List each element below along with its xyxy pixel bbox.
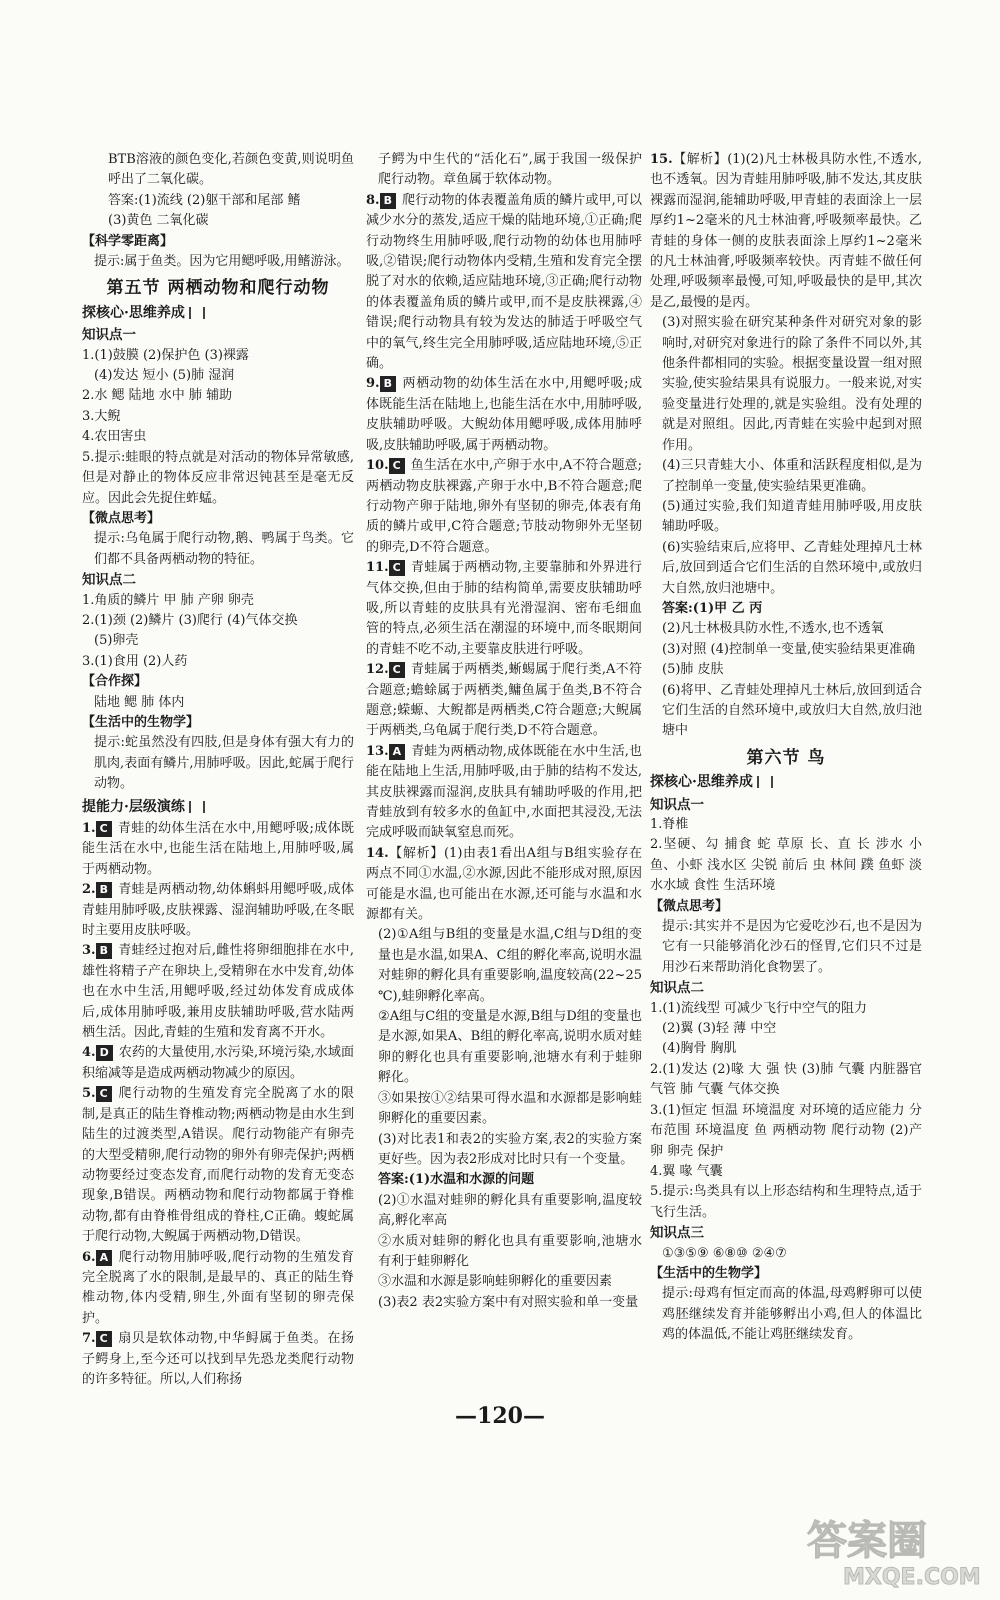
answer-line: (3)对照 (4)控制单一变量,使实验结果更准确 <box>662 641 916 657</box>
knowledge-point: 知识点一 <box>650 796 704 813</box>
watermark-logo <box>803 1508 988 1590</box>
heading-life: 【生活中的生物学】 <box>82 714 200 730</box>
text-block: 提示:乌龟属于爬行动物,鹅、鸭属于鸟类。它们都不具备两栖动物的特征。 <box>94 531 354 567</box>
heading-cooperate: 【合作探】 <box>82 674 148 690</box>
banner-label: 探核心·思维养成 <box>650 774 753 791</box>
answer-box: C <box>389 458 405 474</box>
answer-line: (5)肺 皮肤 <box>662 662 724 678</box>
question-item: 12. C 青蛙属于两栖类,蜥蜴属于爬行类,A不符合题意;蟾蜍属于两栖类,鳙鱼属于鱼类,B不符合题意;蝾螈、大鲵都是两栖类,C符合题意;大鲵属于两栖类,乌龟属于爬行类,D不符合题意。 <box>366 662 642 739</box>
answer-box: C <box>96 1086 112 1102</box>
text-block: BTB溶液的颜色变化,若颜色变黄,则说明鱼呼出了二氧化碳。 <box>108 152 354 188</box>
answer-line: 答案:(1)流线 (2)躯干部和尾部 鳍 <box>108 192 301 208</box>
answer-line: (2)①水温对蛙卵的孵化具有重要影响,温度较高,孵化率高 <box>378 1192 642 1229</box>
text-block: (6)实验结束后,应将甲、乙青蛙处理掉凡士林后,放回到适合它们生活的自然环境中,或放归大自然,放归池塘中。 <box>662 539 922 596</box>
answer-box: C <box>96 1331 112 1347</box>
text-block: (4)三只青蛙大小、体重和活跃程度相似,是为了控制单一变量,使实验结果更准确。 <box>662 458 922 494</box>
text-block: ③如果按①②结果可得水温和水源都是影响蛙卵孵化的重要因素。 <box>378 1090 642 1127</box>
knowledge-point: 知识点二 <box>650 980 704 997</box>
answer-box: C <box>389 662 405 678</box>
banner-label: 提能力·层级演练 <box>82 798 185 815</box>
column-middle <box>366 150 642 1313</box>
question-item: 2. B 青蛙是两栖动物,幼体蝌蚪用鳃呼吸,成体青蛙用肺呼吸,皮肤裸露、湿润辅助呼吸,在冬眠时主要用皮肤呼吸。 <box>82 882 354 939</box>
text-block: 提示:母鸡有恒定而高的体温,母鸡孵卵可以使鸡胚继续发育并能够孵出小鸡,但人的体温比鸡的体温低,不能让鸡胚继续发育。 <box>662 1286 922 1343</box>
knowledge-point: 知识点一 <box>82 327 136 344</box>
column-left <box>82 150 354 1390</box>
answer-box: B <box>96 882 112 898</box>
text-block: 提示:蛇虽然没有四肢,但是身体有强大有力的肌肉,表面有鳞片,用肺呼吸。因此,蛇属于爬行动物。 <box>94 735 354 792</box>
list-item: (4)胸骨 胸肌 <box>662 1041 737 1057</box>
banner <box>82 303 354 323</box>
banner <box>650 772 922 792</box>
answer-box: B <box>380 193 396 209</box>
question-item: 11. C 青蛙属于两栖动物,主要靠肺和外界进行气体交换,但由于肺的结构简单,需要皮肤辅助呼吸,所以青蛙的皮肤具有光滑湿润、密布毛细血管的特点,必须生活在潮湿的环境中,而冬眠期间的青蛙不吃不动,主要靠皮肤进行呼吸。 <box>366 560 642 657</box>
heading-science: 【科学零距离】 <box>82 233 174 249</box>
heading-think: 【微点思考】 <box>650 898 729 914</box>
text-block: (3)对比表1和表2的实验方案,表2的实验方案更好些。因为表2形成对比时只有一个变量。 <box>378 1131 642 1167</box>
list-item: 3.(1)恒定 恒温 环境温度 对环境的适应能力 分布范围 环境温度 鱼 两栖动物 爬行动物 (2)产卵 卵壳 保护 <box>650 1102 922 1159</box>
list-item: 4.翼 喙 气囊 <box>650 1163 723 1179</box>
answer-box: B <box>380 376 396 392</box>
question-item: 3. B 青蛙经过抱对后,雌性将卵细胞排在水中,雄性将精子产在卵块上,受精卵在水中发育,幼体也在水中生活,用鳃呼吸,经过幼体发育成成体后,成体用肺呼吸,兼用皮肤辅助呼吸,营水陆两栖生活。因此,青蛙的生殖和发育离不开水。 <box>82 943 354 1041</box>
list-item: (2)翼 (3)轻 薄 中空 <box>662 1021 777 1037</box>
banner <box>82 797 354 817</box>
answer-box: A <box>389 744 406 760</box>
answer-line: 答案:(1)甲 乙 丙 <box>662 600 763 616</box>
question-item: 14.【解析】(1)由表1看出A组与B组实验存在两点不同①水温,②水源,因此不能形成对照,原因可能是水温,也可能出在水源,还可能与水温和水源都有关。 <box>366 845 642 923</box>
banner-bar-icon <box>189 801 205 813</box>
page-number: —120— <box>455 1403 545 1429</box>
answer-line: (3)黄色 二氧化碳 <box>108 213 209 229</box>
question-item: 10. C 鱼生活在水中,产卵于水中,A不符合题意;两栖动物皮肤裸露,产卵于水中,B不符合题意;爬行动物产卵于陆地,卵外有坚韧的卵壳,体表有角质的鳞片或甲,C符合题意;节肢动物卵外无坚韧的卵壳,D不符合题意。 <box>366 458 642 555</box>
svg-text:答案圈: 答案圈 <box>807 1518 927 1564</box>
question-item: 8. B 爬行动物的体表覆盖角质的鳞片或甲,可以减少水分的蒸发,适应干燥的陆地环境,①正确;爬行动物终生用肺呼吸,爬行动物的幼体也用肺呼吸,②错误;爬行动物体内受精,生殖和发育完全摆脱了对水的依赖,适应陆地环境,③正确;爬行动物的体表覆盖角质的鳞片或甲,而不是皮肤裸露,④错误;爬行动物具有较为发达的肺适于呼吸空气中的氧气,终生完全用肺呼吸,适应陆地环境,⑤正确。 <box>366 192 642 372</box>
answer-box: C <box>96 821 112 837</box>
section-title: 第六节 鸟 <box>746 747 826 768</box>
banner-label: 探核心·思维养成 <box>82 304 185 321</box>
answer-line: ③水温和水源是影响蛙卵孵化的重要因素 <box>378 1274 613 1290</box>
list-item: 2.水 鳃 陆地 水中 肺 辅助 <box>82 388 233 404</box>
answer-line: (3)表2 表2实验方案中有对照实验和单一变量 <box>378 1294 639 1310</box>
answer-box: D <box>96 1045 113 1061</box>
answer-line: ②水质对蛙卵的孵化也具有重要影响,池塘水有利于蛙卵孵化 <box>378 1233 642 1269</box>
knowledge-point: 知识点三 <box>650 1225 704 1242</box>
banner-bar-icon <box>757 776 773 788</box>
list-item: 1.角质的鳞片 甲 肺 产卵 卵壳 <box>82 592 254 608</box>
answer-line: (2)凡士林极具防水性,不透水,也不透氧 <box>662 621 884 637</box>
text-block: 提示:属于鱼类。因为它用鳃呼吸,用鳍游泳。 <box>94 254 350 270</box>
question-item: 15.【解析】(1)(2)凡士林极具防水性,不透水,也不透氧。因为青蛙用肺呼吸,肺不发达,其皮肤裸露而湿润,能辅助呼吸,甲青蛙的表面涂上一层厚约1~2毫米的凡士林油膏,呼吸频率最快。乙青蛙的身体一侧的皮肤表面涂上厚约1~2毫米的凡士林油膏,呼吸频率较快。丙青蛙不做任何处理,呼吸频率最慢,可知,呼吸最快的是甲,其次是乙,最慢的是丙。 <box>650 152 922 310</box>
list-item: 2.(1)颈 (2)鳞片 (3)爬行 (4)气体交换 <box>82 612 298 628</box>
answer-box: C <box>389 560 405 576</box>
list-item: 1.脊椎 <box>650 817 689 832</box>
list-item: 5.提示:鸟类具有以上形态结构和生理特点,适于飞行生活。 <box>650 1184 922 1220</box>
answer-box: B <box>96 943 112 959</box>
list-item: 1.(1)鼓膜 (2)保护色 (3)裸露 <box>82 347 249 363</box>
text-block: 陆地 鳃 肺 体内 <box>94 694 185 710</box>
text-block: 提示:其实并不是因为它爱吃沙石,也不是因为它有一只能够消化沙石的怪胃,它们只不过是用沙石来帮助消化食物罢了。 <box>662 919 922 975</box>
list-item: (4)发达 短小 (5)肺 湿润 <box>94 368 235 384</box>
question-item: 5. C 爬行动物的生殖发育完全脱离了水的限制,是真正的陆生脊椎动物;两栖动物是由水生到陆生的过渡类型,A错误。爬行动物能产有卵壳的大型受精卵,爬行动物的卵外有卵壳保护;两栖动物要经过变态发育,而爬行动物的发育无变态现象,B错误。两栖动物和爬行动物都属于脊椎动物,都有由脊椎骨组成的脊柱,C正确。蝮蛇属于爬行动物,大鲵属于两栖动物,D错误。 <box>82 1086 354 1245</box>
banner-bar-icon <box>189 307 205 319</box>
text-block: ②A组与C组的变量是水源,B组与D组的变量也是水源,如果A、B组的孵化率高,说明水质对蛙卵的孵化也具有重要影响,池塘水有利于蛙卵孵化。 <box>378 1009 642 1086</box>
list-item: 3.(1)食用 (2)人药 <box>82 653 188 669</box>
heading-think: 【微点思考】 <box>82 510 161 526</box>
list-item: (5)卵壳 <box>94 633 139 649</box>
list-item: 2.(1)发达 (2)喙 大 强 快 (3)肺 气囊 内脏器官 气管 肺 气囊 气体交换 <box>650 1061 922 1098</box>
list-item: 4.农田害虫 <box>82 429 147 445</box>
watermark-icon <box>803 1508 988 1590</box>
text-block: (3)对照实验在研究某种条件对研究对象的影响时,对研究对象进行的除了条件不同以外,其他条件都相同的实验。根据变量设置一组对照实验,使实验结果具有说服力。一般来说,对实验变量进行处理的,就是实验组。没有处理的就是对照组。因此,丙青蛙在实验中起到对照作用。 <box>662 315 923 453</box>
text-block: (5)通过实验,我们知道青蛙用肺呼吸,用皮肤辅助呼吸。 <box>662 498 922 535</box>
svg-text:MXQE.COM: MXQE.COM <box>843 1565 981 1590</box>
list-item: 3.大鲵 <box>82 408 121 424</box>
question-item: 4. D 农药的大量使用,水污染,环境污染,水域面积缩减等是造成两栖动物减少的原因。 <box>82 1045 354 1081</box>
answer-line: 答案:(1)水温和水源的问题 <box>378 1172 535 1188</box>
question-item: 7. C 扇贝是软体动物,中华鲟属于鱼类。在扬子鳄身上,至今还可以找到早先恐龙类爬行动物的许多特征。所以,人们称扬 <box>82 1331 354 1387</box>
answer-box: A <box>96 1250 113 1266</box>
list-item: ①③⑤⑨ ⑥⑧⑩ ②④⑦ <box>662 1245 787 1261</box>
text-block: (2)①A组与B组的变量是水温,C组与D组的变量也是水温,如果A、C组的孵化率高,说明水温对蛙卵的孵化具有重要影响,温度较高(22~25 ℃),蛙卵孵化率高。 <box>378 927 642 1004</box>
knowledge-point: 知识点二 <box>82 572 136 589</box>
list-item: 2.坚硬、勾 捕食 蛇 草原 长、直 长 涉水 小鱼、小虾 浅水区 尖锐 前后 虫 林间 蹼 鱼虾 淡水水域 食性 生活环境 <box>650 837 922 894</box>
answer-line: (6)将甲、乙青蛙处理掉凡士林后,放回到适合它们生活的自然环境中,或放归大自然,放归池塘中 <box>662 682 922 739</box>
question-item: 6. A 爬行动物用肺呼吸,爬行动物的生殖发育完全脱离了水的限制,是最早的、真正的陆生脊椎动物,体内受精,卵生,外面有坚韧的卵壳保护。 <box>82 1249 354 1326</box>
question-item: 9. B 两栖动物的幼体生活在水中,用鳃呼吸;成体既能生活在陆地上,也能生活在水中,用肺呼吸,皮肤辅助呼吸。大鲵幼体用鳃呼吸,成体用肺呼吸,皮肤辅助呼吸,属于两栖动物。 <box>366 376 642 453</box>
question-item: 1. C 青蛙的幼体生活在水中,用鳃呼吸;成体既能生活在水中,也能生活在陆地上,用肺呼吸,属于两栖动物。 <box>82 821 354 877</box>
heading-life: 【生活中的生物学】 <box>650 1265 768 1281</box>
text-block: 子鳄为中生代的“活化石”,属于我国一级保护爬行动物。章鱼属于软体动物。 <box>378 152 642 188</box>
column-right <box>650 150 922 1346</box>
section-title: 第五节 两栖动物和爬行动物 <box>106 278 330 299</box>
list-item: 1.(1)流线型 可减少飞行中空气的阻力 <box>650 1000 867 1016</box>
question-item: 13. A 青蛙为两栖动物,成体既能在水中生活,也能在陆地上生活,用肺呼吸,由于肺的结构不发达,其皮肤裸露而湿润,皮肤具有辅助呼吸的作用,把青蛙放到有较多水的鱼缸中,水面把其浸没,无法完成呼吸而缺氧窒息而死。 <box>366 743 642 841</box>
list-item: 5.提示:蛙眼的特点就是对活动的物体异常敏感,但是对静止的物体反应非常迟钝甚至是毫无反应。因此会先捉住蚱蜢。 <box>82 449 354 506</box>
